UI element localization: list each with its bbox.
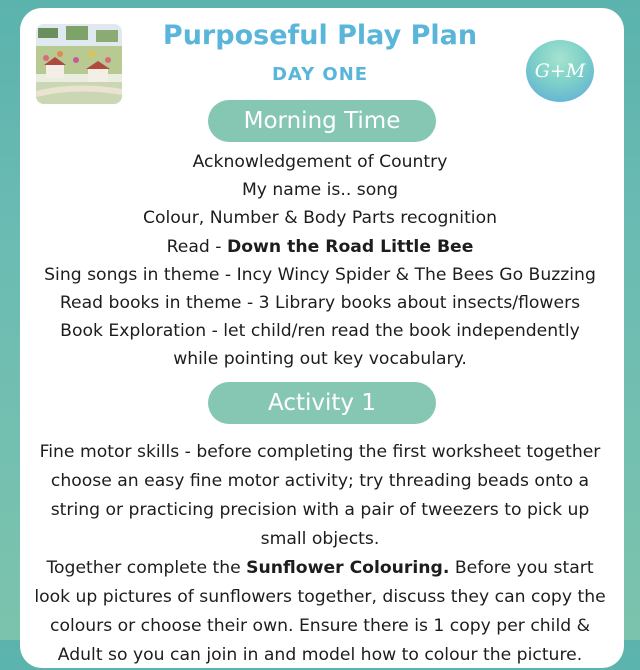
morning-time-label: Morning Time [243, 108, 401, 134]
paragraph-line: Adult so you can join in and model how to colour the picture. [57, 645, 583, 665]
list-item: Read books in theme - 3 Library books about insects/flowers [59, 293, 581, 314]
paragraph-line: Fine motor skills - before completing the first worksheet together [39, 442, 601, 462]
list-item-read [0, 233, 640, 261]
morning-time-heading [208, 100, 436, 142]
paragraph-line: colours or choose their own. Ensure there is 1 copy per child & [50, 616, 590, 636]
brand-logo [526, 40, 594, 102]
logo-text: G+M [534, 60, 586, 82]
exploration-line: while pointing out key vocabulary. [173, 349, 467, 370]
exploration-line: Book Exploration - let child/ren read the book independently [60, 321, 580, 342]
activity-1-text [0, 438, 640, 670]
read-prefix: Read - [166, 236, 227, 257]
list-item: Sing songs in theme - Incy Wincy Spider & The Bees Go Buzzing [44, 264, 596, 285]
list-item: My name is.. song [241, 180, 399, 201]
paragraph-line: string or practicing precision with a pair of tweezers to pick up [50, 500, 590, 520]
morning-time-list [0, 148, 640, 374]
paragraph-line: small objects. [260, 529, 380, 549]
page-subtitle: DAY ONE [271, 64, 369, 85]
read-book-title: Down the Road Little Bee [226, 236, 474, 257]
activity-1-label: Activity 1 [268, 390, 376, 416]
page-title: Purposeful Play Plan [162, 20, 478, 51]
colouring-paragraph [0, 554, 640, 670]
activity-1-heading [208, 382, 436, 424]
together-suffix: Before you start [449, 558, 594, 578]
list-item: Acknowledgement of Country [192, 152, 448, 172]
fine-motor-paragraph [0, 438, 640, 554]
list-item: Colour, Number & Body Parts recognition [143, 208, 497, 229]
paragraph-line [0, 554, 640, 583]
paragraph-line: choose an easy fine motor activity; try threading beads onto a [50, 471, 590, 491]
list-item-exploration [0, 317, 640, 373]
together-prefix: Together complete the [46, 558, 247, 578]
paragraph-line: look up pictures of sunflowers together, discuss they can copy the [34, 587, 606, 607]
worksheet-title: Sunflower Colouring. [246, 558, 450, 578]
